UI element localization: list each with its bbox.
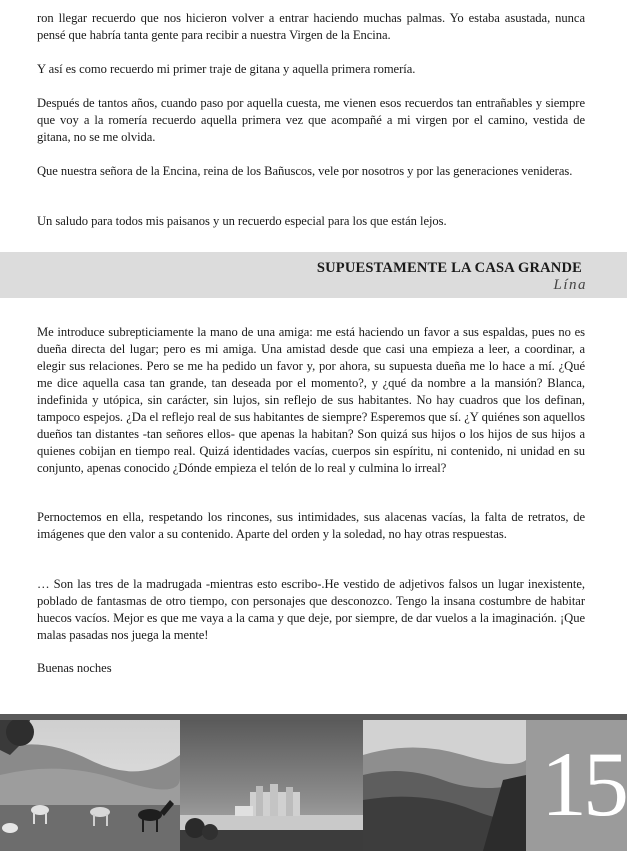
article-paragraph: Pernoctemos en ella, respetando los rincones, sus intimidades, sus alacenas vacías, la falta de retratos, de imágenes que den valor a su contenido. Aparte del orden y la soledad, no hay otras respuestas. xyxy=(37,510,585,541)
intro-paragraph: Un saludo para todos mis paisanos y un recuerdo especial para los que están lejos. xyxy=(37,214,447,228)
intro-paragraph: Que nuestra señora de la Encina, reina de los Bañuscos, vele por nosotros y por las generaciones venideras. xyxy=(37,164,573,178)
article-paragraph: Buenas noches xyxy=(37,661,112,675)
article-paragraph: Me introduce subrepticiamente la mano de una amiga: me está haciendo un favor a sus espaldas, pues no es dueña directa del lugar; pero es mi amiga. Una amistad desde que casi una empieza a leer, a coordinar, a elegir sus relaciones. Pero se me ha pedido un favor y, por ahora, su supuesta dueña me lo hace a mí. ¿Qué me dice aquella casa tan grande, tan deseada por el momento?, y ¿qué da nombre a la mansión? Blanca, indefinida y utópica, sin carácter, sin lujos, sin reflejo de sus habitantes. No hay cuadros que los definan, tampoco espejos. ¿Da el reflejo real de sus habitantes de siempre? Esperemos que sí. ¿Y quiénes son aquellos dueños tan distantes -tan señores ellos- que apenas la habitan? Son quizá sus hijos o los hijos de sus hijos a quienes cobijan en tiempo real. Quizá identidades vacías, cuerpos sin espíritu, ni contenido, ni unidad en su conjunto, apenas conocido ¿Dónde empieza el telón de lo real y culmina lo irreal? xyxy=(37,325,585,475)
section-title: SUPUESTAMENTE LA CASA GRANDE xyxy=(316,260,582,276)
intro-paragraph: ron llegar recuerdo que nos hicieron volver a entrar haciendo muchas palmas. Yo estaba asustada, nunca pensé que habría tanta gente para recibir a nuestra Virgen de la Encina. xyxy=(37,11,585,42)
page-number-box xyxy=(526,720,627,851)
section-header xyxy=(0,252,627,298)
castle-landscape-photo xyxy=(180,720,363,851)
section-author: Lína xyxy=(553,277,587,293)
article-paragraph: … Son las tres de la madrugada -mientras esto escribo-.He vestido de adjetivos falsos un lugar inexistente, poblado de fantasmas de otro tiempo, con personajes que desconozco. Tengo la insana costumbre de habitar huecos vacíos. Mejor es que me vaya a la cama y que deje, por siempre, de dar vuelos a la imaginación. ¡Que malas pasadas nos juega la mente! xyxy=(37,577,585,642)
intro-paragraph: Y así es como recuerdo mi primer traje de gitana y aquella primera romería. xyxy=(37,62,416,76)
intro-paragraph: Después de tantos años, cuando paso por aquella cuesta, me vienen esos recuerdos tan entrañables y siempre que voy a la romería recuerdo aquella primera vez que acompañé a mi virgen por el camino, vestida de gitana, no se me olvida. xyxy=(37,96,585,144)
page-number: 15 xyxy=(541,733,625,835)
horses-field-photo xyxy=(0,720,180,851)
wooded-hills-photo xyxy=(363,720,526,851)
